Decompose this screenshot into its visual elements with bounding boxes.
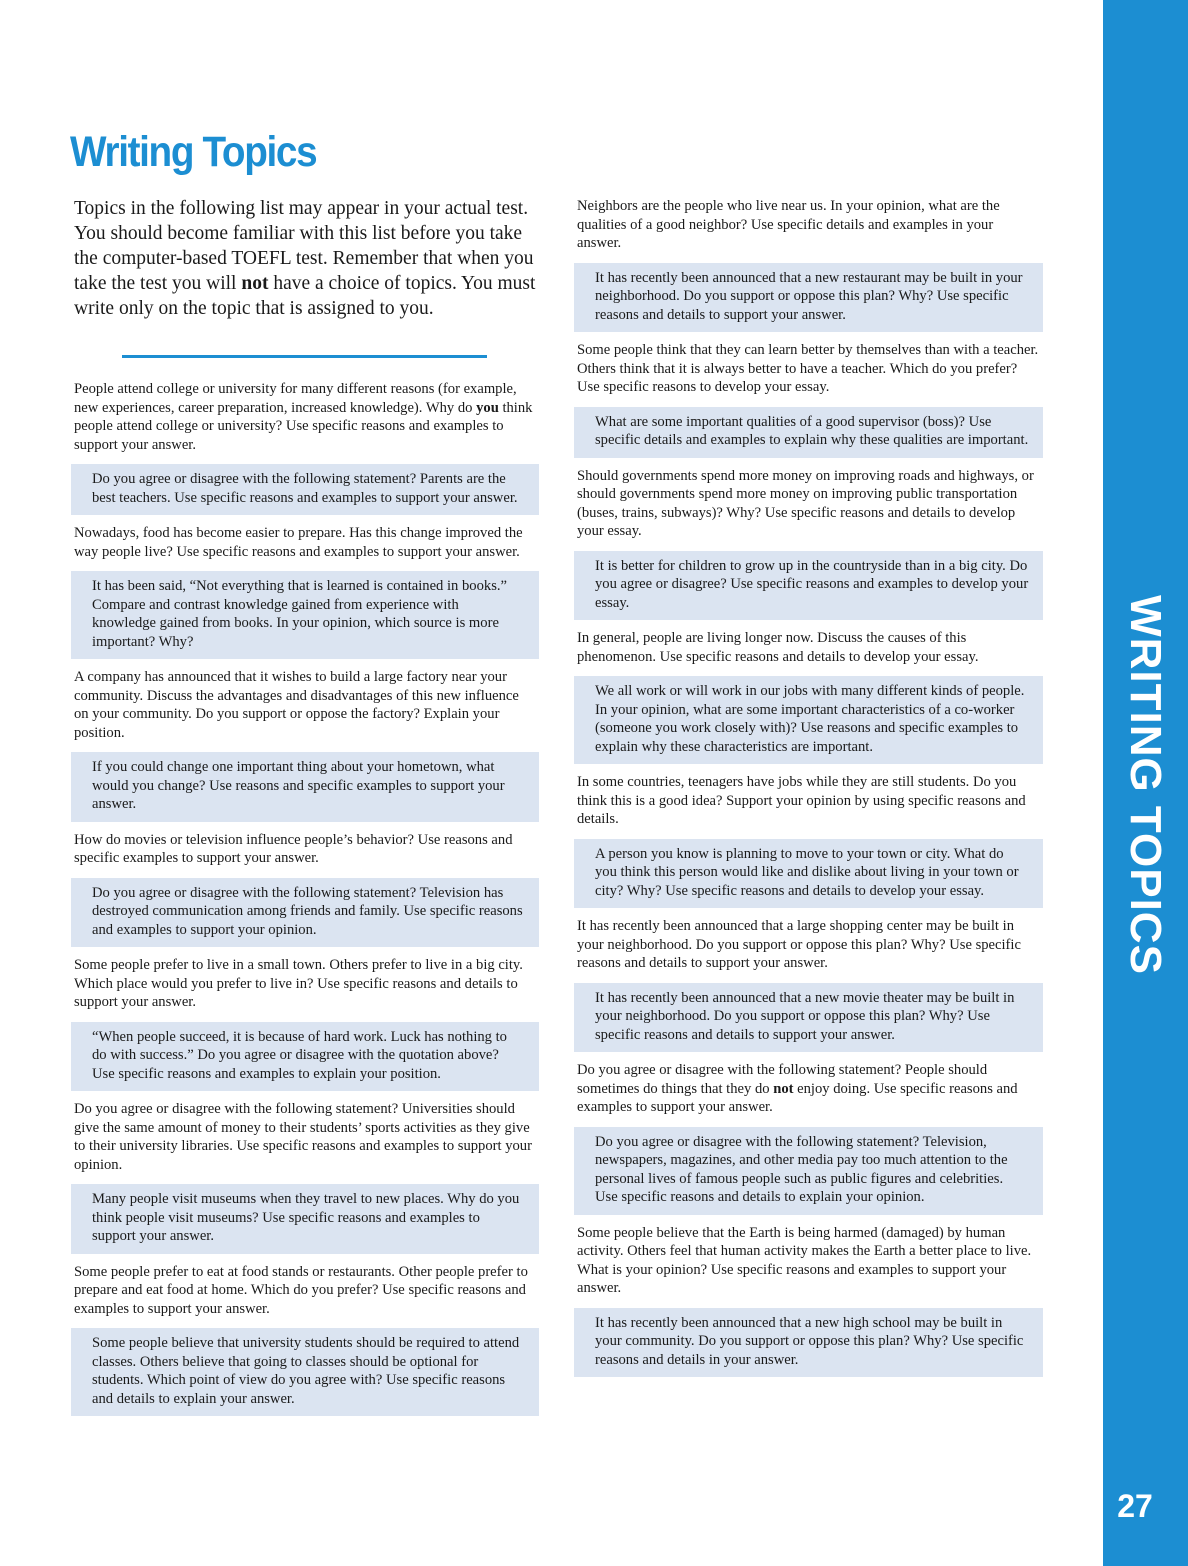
topic-text: Do you agree or disagree with the following statement? Parents are the best teachers. Use specific reasons and examples to support your answer. [92, 471, 518, 506]
topic-item [574, 263, 1043, 333]
topic-item [71, 524, 539, 561]
section-divider [122, 355, 487, 358]
topic-item [574, 773, 1043, 829]
topic-item [71, 1022, 539, 1092]
topic-item [574, 467, 1043, 541]
topic-text: Neighbors are the people who live near us. In your opinion, what are the qualities of a good neighbor? Use specific details and examples in your answer. [577, 198, 1000, 251]
page-title: Writing Topics [70, 128, 317, 176]
topic-text: Some people think that they can learn better by themselves than with a teacher. Others think that it is always better to have a teacher. Which do you prefer? Use specific reasons to develop your essay. [577, 342, 1039, 395]
topic-text: Do you agree or disagree with the following statement? People should sometimes do things that they do [577, 1062, 988, 1097]
topic-text: Nowadays, food has become easier to prepare. Has this change improved the way people live? Use specific reasons and examples to support your answer. [74, 525, 523, 560]
topic-item [71, 1100, 539, 1174]
topic-emphasis: you [476, 399, 499, 416]
topic-item [71, 464, 539, 515]
topic-text: If you could change one important thing about your hometown, what would you change? Use reasons and specific examples to support your answer. [92, 759, 505, 812]
intro-bold: not [241, 273, 269, 294]
topic-text: It is better for children to grow up in the countryside than in a big city. Do you agree or disagree? Use specific reasons and examples to develop your essay. [595, 557, 1029, 611]
topic-text: Do you agree or disagree with the following statement? Universities should give the same amount of money to their students’ sports activities as they give to their university libraries. Use specific reasons and examples to support your opinion. [74, 1101, 532, 1173]
topic-item [574, 629, 1043, 666]
topic-item [574, 407, 1043, 458]
topic-text: We all work or will work in our jobs with many different kinds of people. In your opinion, what are some important characteristics of a co-worker (someone you work closely with)? Use reasons and specific examples to explain why these characteristics are important. [595, 683, 1025, 755]
topic-item [71, 1263, 539, 1319]
topic-text-end: enjoy doing. Use specific reasons and examples to support your answer. [577, 1080, 1018, 1115]
topic-item [574, 917, 1043, 973]
topic-item [71, 571, 539, 659]
topic-text: It has recently been announced that a new restaurant may be built in your neighborhood. Do you support or oppose this plan? Why? Use specific reasons and details to support your answer. [595, 269, 1023, 323]
topic-item [574, 676, 1043, 764]
topic-text: Some people prefer to eat at food stands or restaurants. Other people prefer to prepare and eat food at home. Which do you prefer? Use specific reasons and examples to support your answer. [74, 1263, 528, 1317]
topic-text: It has recently been announced that a large shopping center may be built in your neighborhood. Do you support or oppose this plan? Why? Use specific reasons and details to support your answer. [577, 918, 1021, 971]
topic-item [574, 1224, 1043, 1298]
topic-text: A person you know is planning to move to your town or city. What do you think this person would like and dislike about living in your town or city? Why? Use specific reasons and details to develop your essay. [595, 845, 1019, 899]
topic-item [574, 1127, 1043, 1215]
topic-text: Some people prefer to live in a small town. Others prefer to live in a big city. Which place would you prefer to live in? Use specific reasons and details to support your answer. [74, 957, 523, 1010]
topic-text: What are some important qualities of a good supervisor (boss)? Use specific details and examples to explain why these qualities are important. [595, 413, 1029, 448]
topic-item [574, 551, 1043, 621]
topic-text: People attend college or university for many different reasons (for example, new experiences, career preparation, increased knowledge). Why do [74, 381, 517, 416]
intro-text-2: have a choice of topics. You must write only on the topic that is assigned to you. [74, 273, 536, 319]
topic-text: “When people succeed, it is because of hard work. Luck has nothing to do with success.” Do you agree or disagree with the quotation above? Use specific reasons and examples to explain your position. [92, 1028, 507, 1082]
topic-emphasis: not [773, 1080, 794, 1097]
left-topic-column [71, 380, 539, 1425]
topic-text: In general, people are living longer now. Discuss the causes of this phenomenon. Use specific reasons and details to develop your essay. [577, 630, 979, 665]
topic-text: Do you agree or disagree with the following statement? Television has destroyed communication among friends and family. Use specific reasons and examples to support your opinion. [92, 884, 523, 938]
topic-text-end: think people attend college or university? Use specific reasons and examples to support your answer. [74, 399, 533, 453]
topic-text: Many people visit museums when they travel to new places. Why do you think people visit museums? Use specific reasons and examples to support your answer. [92, 1191, 520, 1244]
topic-item [71, 380, 539, 454]
topic-item [71, 1184, 539, 1254]
topic-text: Should governments spend more money on improving roads and highways, or should governments spend more money on improving public transportation (buses, trains, subways)? Why? Use specific reasons and details to develop your essay. [577, 467, 1034, 539]
topic-text: A company has announced that it wishes to build a large factory near your community. Discuss the advantages and disadvantages of this new influence on your community. Do you support or oppose the factory? Explain your position. [74, 669, 519, 741]
topic-item [574, 839, 1043, 909]
topic-item [71, 878, 539, 948]
topic-text: How do movies or television influence people’s behavior? Use reasons and specific examples to support your answer. [74, 831, 513, 866]
topic-text: Do you agree or disagree with the following statement? Television, newspapers, magazines, and other media pay too much attention to the personal lives of famous people such as public figures and celebrities. Use specific reasons and details to explain your opinion. [595, 1133, 1008, 1205]
topic-text: Some people believe that university students should be required to attend classes. Others believe that going to classes should be optional for students. Which point of view do you agree with? Use specific reasons and details to explain your answer. [92, 1335, 520, 1407]
topic-item [71, 1328, 539, 1416]
topic-item [574, 1061, 1043, 1117]
topic-text: Some people believe that the Earth is being harmed (damaged) by human activity. Others feel that human activity makes the Earth a better place to live. What is your opinion? Use specific reasons and examples to support your answer. [577, 1224, 1032, 1296]
topic-text: It has recently been announced that a new high school may be built in your community. Do you support or oppose this plan? Why? Use specific reasons and details in your answer. [595, 1314, 1024, 1368]
topic-text: It has recently been announced that a new movie theater may be built in your neighborhood. Do you support or oppose this plan? Why? Use specific reasons and details to support your answer. [595, 989, 1015, 1043]
topic-item [71, 752, 539, 822]
topic-item [71, 831, 539, 868]
topic-item [574, 983, 1043, 1053]
topic-item [574, 341, 1043, 397]
topic-item [71, 956, 539, 1012]
intro-text-1: Topics in the following list may appear in your actual test. You should become familiar with this list before you take the computer-based TOEFL test. Remember that when you take the test you will [74, 198, 534, 294]
topic-item [574, 1308, 1043, 1378]
topic-text: It has been said, “Not everything that is learned is contained in books.” Compare and contrast knowledge gained from experience with knowledge gained from books. In your opinion, which source is more important? Why? [92, 578, 507, 650]
sidebar-label: WRITING TOPICS [1121, 595, 1170, 975]
intro-paragraph [74, 196, 536, 321]
topic-item [71, 668, 539, 742]
topic-text: In some countries, teenagers have jobs while they are still students. Do you think this is a good idea? Support your opinion by using specific reasons and details. [577, 774, 1026, 827]
right-topic-column [574, 197, 1043, 1386]
topic-item [574, 197, 1043, 253]
page-number: 27 [1117, 1488, 1153, 1524]
